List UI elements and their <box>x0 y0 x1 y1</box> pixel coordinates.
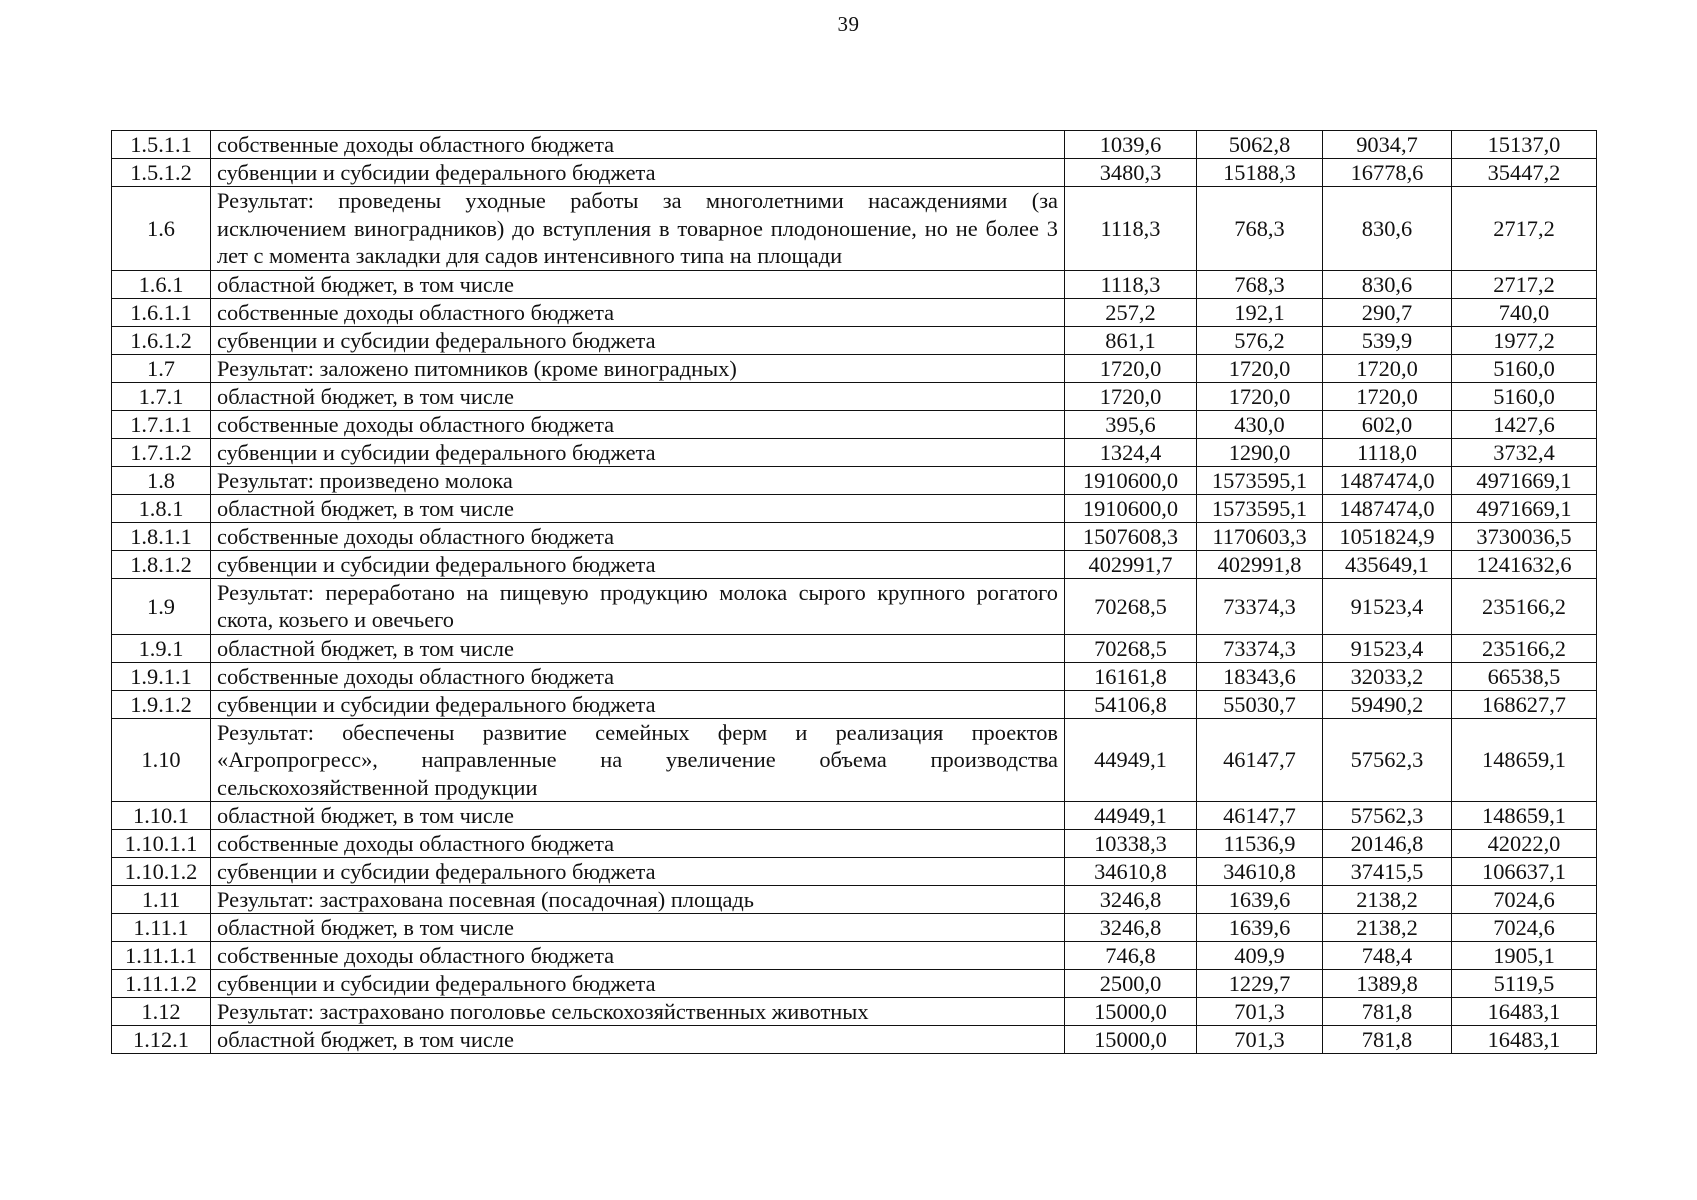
table-row <box>112 942 1597 970</box>
row-value-cell: 781,8 <box>1323 1026 1452 1054</box>
table-row <box>112 466 1597 494</box>
row-value-cell: 16161,8 <box>1065 662 1197 690</box>
row-description-cell: субвенции и субсидии федерального бюджета <box>211 858 1065 886</box>
row-description-cell: собственные доходы областного бюджета <box>211 131 1065 159</box>
row-code-cell: 1.11 <box>112 886 211 914</box>
row-value-cell: 192,1 <box>1197 298 1323 326</box>
table-row <box>112 858 1597 886</box>
table-row <box>112 522 1597 550</box>
row-value-cell: 781,8 <box>1323 998 1452 1026</box>
row-value-cell: 1573595,1 <box>1197 466 1323 494</box>
row-value-cell: 701,3 <box>1197 998 1323 1026</box>
row-value-cell: 1487474,0 <box>1323 494 1452 522</box>
row-value-cell: 257,2 <box>1065 298 1197 326</box>
row-code-cell: 1.10.1.2 <box>112 858 211 886</box>
row-value-cell: 70268,5 <box>1065 578 1197 634</box>
row-value-cell: 32033,2 <box>1323 662 1452 690</box>
row-description-cell: Результат: проведены уходные работы за многолетними насаждениями (за исключением виноградников) до вступления в товарное плодоношение, но не более 3 лет с момента закладки для садов интенсивного типа на площади <box>211 187 1065 271</box>
row-value-cell: 1977,2 <box>1452 326 1597 354</box>
row-value-cell: 106637,1 <box>1452 858 1597 886</box>
row-value-cell: 3732,4 <box>1452 438 1597 466</box>
row-value-cell: 42022,0 <box>1452 830 1597 858</box>
row-value-cell: 1639,6 <box>1197 914 1323 942</box>
table-row <box>112 159 1597 187</box>
row-value-cell: 1324,4 <box>1065 438 1197 466</box>
row-description-cell: собственные доходы областного бюджета <box>211 830 1065 858</box>
row-value-cell: 4971669,1 <box>1452 494 1597 522</box>
table-row <box>112 382 1597 410</box>
row-description-cell: субвенции и субсидии федерального бюджета <box>211 550 1065 578</box>
table-row <box>112 662 1597 690</box>
row-value-cell: 5119,5 <box>1452 970 1597 998</box>
row-code-cell: 1.9.1.1 <box>112 662 211 690</box>
row-code-cell: 1.10.1.1 <box>112 830 211 858</box>
row-value-cell: 16483,1 <box>1452 998 1597 1026</box>
table-row <box>112 354 1597 382</box>
row-value-cell: 861,1 <box>1065 326 1197 354</box>
row-description-cell: собственные доходы областного бюджета <box>211 410 1065 438</box>
budget-table-body <box>112 131 1597 1054</box>
row-value-cell: 1118,0 <box>1323 438 1452 466</box>
row-value-cell: 402991,8 <box>1197 550 1323 578</box>
row-value-cell: 1241632,6 <box>1452 550 1597 578</box>
row-value-cell: 11536,9 <box>1197 830 1323 858</box>
row-code-cell: 1.7 <box>112 354 211 382</box>
row-value-cell: 7024,6 <box>1452 914 1597 942</box>
row-value-cell: 1910600,0 <box>1065 494 1197 522</box>
row-value-cell: 59490,2 <box>1323 690 1452 718</box>
row-value-cell: 2717,2 <box>1452 270 1597 298</box>
row-value-cell: 235166,2 <box>1452 578 1597 634</box>
table-row <box>112 187 1597 271</box>
table-row <box>112 634 1597 662</box>
row-value-cell: 1170603,3 <box>1197 522 1323 550</box>
row-value-cell: 435649,1 <box>1323 550 1452 578</box>
row-value-cell: 3480,3 <box>1065 159 1197 187</box>
row-value-cell: 2500,0 <box>1065 970 1197 998</box>
row-value-cell: 1118,3 <box>1065 270 1197 298</box>
row-value-cell: 1487474,0 <box>1323 466 1452 494</box>
row-value-cell: 1229,7 <box>1197 970 1323 998</box>
table-row <box>112 970 1597 998</box>
row-value-cell: 148659,1 <box>1452 802 1597 830</box>
row-value-cell: 7024,6 <box>1452 886 1597 914</box>
row-value-cell: 44949,1 <box>1065 802 1197 830</box>
row-value-cell: 1290,0 <box>1197 438 1323 466</box>
row-value-cell: 66538,5 <box>1452 662 1597 690</box>
table-row <box>112 998 1597 1026</box>
budget-table <box>111 130 1597 1054</box>
row-value-cell: 1720,0 <box>1065 354 1197 382</box>
row-value-cell: 5160,0 <box>1452 354 1597 382</box>
row-value-cell: 34610,8 <box>1197 858 1323 886</box>
row-description-cell: областной бюджет, в том числе <box>211 802 1065 830</box>
row-description-cell: областной бюджет, в том числе <box>211 270 1065 298</box>
row-value-cell: 44949,1 <box>1065 718 1197 802</box>
row-value-cell: 1051824,9 <box>1323 522 1452 550</box>
row-value-cell: 430,0 <box>1197 410 1323 438</box>
row-description-cell: субвенции и субсидии федерального бюджета <box>211 326 1065 354</box>
row-code-cell: 1.8.1.2 <box>112 550 211 578</box>
table-row <box>112 914 1597 942</box>
table-row <box>112 690 1597 718</box>
row-value-cell: 290,7 <box>1323 298 1452 326</box>
table-row <box>112 131 1597 159</box>
row-value-cell: 768,3 <box>1197 187 1323 271</box>
row-code-cell: 1.6.1.2 <box>112 326 211 354</box>
row-value-cell: 2138,2 <box>1323 886 1452 914</box>
row-description-cell: собственные доходы областного бюджета <box>211 662 1065 690</box>
row-value-cell: 395,6 <box>1065 410 1197 438</box>
row-value-cell: 73374,3 <box>1197 634 1323 662</box>
row-code-cell: 1.9 <box>112 578 211 634</box>
row-value-cell: 10338,3 <box>1065 830 1197 858</box>
row-value-cell: 73374,3 <box>1197 578 1323 634</box>
row-value-cell: 539,9 <box>1323 326 1452 354</box>
row-code-cell: 1.8.1 <box>112 494 211 522</box>
row-value-cell: 148659,1 <box>1452 718 1597 802</box>
table-row <box>112 494 1597 522</box>
row-value-cell: 701,3 <box>1197 1026 1323 1054</box>
row-value-cell: 168627,7 <box>1452 690 1597 718</box>
row-value-cell: 1427,6 <box>1452 410 1597 438</box>
row-value-cell: 1507608,3 <box>1065 522 1197 550</box>
row-value-cell: 20146,8 <box>1323 830 1452 858</box>
row-value-cell: 1573595,1 <box>1197 494 1323 522</box>
row-value-cell: 830,6 <box>1323 270 1452 298</box>
row-code-cell: 1.10 <box>112 718 211 802</box>
row-description-cell: субвенции и субсидии федерального бюджета <box>211 438 1065 466</box>
row-value-cell: 5160,0 <box>1452 382 1597 410</box>
row-value-cell: 748,4 <box>1323 942 1452 970</box>
row-description-cell: областной бюджет, в том числе <box>211 634 1065 662</box>
row-description-cell: Результат: переработано на пищевую продукцию молока сырого крупного рогатого скота, козьего и овечьего <box>211 578 1065 634</box>
table-row <box>112 802 1597 830</box>
table-row <box>112 886 1597 914</box>
table-row <box>112 270 1597 298</box>
row-code-cell: 1.12.1 <box>112 1026 211 1054</box>
row-code-cell: 1.9.1.2 <box>112 690 211 718</box>
row-value-cell: 37415,5 <box>1323 858 1452 886</box>
row-code-cell: 1.5.1.1 <box>112 131 211 159</box>
row-value-cell: 1389,8 <box>1323 970 1452 998</box>
row-value-cell: 15188,3 <box>1197 159 1323 187</box>
row-value-cell: 57562,3 <box>1323 718 1452 802</box>
row-code-cell: 1.11.1.1 <box>112 942 211 970</box>
row-value-cell: 1720,0 <box>1323 354 1452 382</box>
row-code-cell: 1.7.1.2 <box>112 438 211 466</box>
row-value-cell: 402991,7 <box>1065 550 1197 578</box>
row-value-cell: 46147,7 <box>1197 718 1323 802</box>
row-value-cell: 2138,2 <box>1323 914 1452 942</box>
row-value-cell: 3246,8 <box>1065 886 1197 914</box>
row-value-cell: 91523,4 <box>1323 578 1452 634</box>
row-value-cell: 740,0 <box>1452 298 1597 326</box>
row-value-cell: 1720,0 <box>1197 354 1323 382</box>
table-row <box>112 578 1597 634</box>
row-description-cell: собственные доходы областного бюджета <box>211 298 1065 326</box>
row-value-cell: 1039,6 <box>1065 131 1197 159</box>
row-code-cell: 1.7.1 <box>112 382 211 410</box>
row-value-cell: 54106,8 <box>1065 690 1197 718</box>
row-description-cell: областной бюджет, в том числе <box>211 494 1065 522</box>
row-value-cell: 1639,6 <box>1197 886 1323 914</box>
row-description-cell: областной бюджет, в том числе <box>211 1026 1065 1054</box>
row-value-cell: 57562,3 <box>1323 802 1452 830</box>
row-value-cell: 5062,8 <box>1197 131 1323 159</box>
table-row <box>112 550 1597 578</box>
row-code-cell: 1.7.1.1 <box>112 410 211 438</box>
row-description-cell: субвенции и субсидии федерального бюджета <box>211 690 1065 718</box>
row-value-cell: 235166,2 <box>1452 634 1597 662</box>
row-value-cell: 3246,8 <box>1065 914 1197 942</box>
row-description-cell: собственные доходы областного бюджета <box>211 942 1065 970</box>
row-value-cell: 91523,4 <box>1323 634 1452 662</box>
row-description-cell: собственные доходы областного бюджета <box>211 522 1065 550</box>
row-value-cell: 2717,2 <box>1452 187 1597 271</box>
row-value-cell: 1910600,0 <box>1065 466 1197 494</box>
row-value-cell: 768,3 <box>1197 270 1323 298</box>
row-value-cell: 9034,7 <box>1323 131 1452 159</box>
row-value-cell: 16778,6 <box>1323 159 1452 187</box>
row-value-cell: 1905,1 <box>1452 942 1597 970</box>
row-code-cell: 1.12 <box>112 998 211 1026</box>
table-row <box>112 1026 1597 1054</box>
row-code-cell: 1.6 <box>112 187 211 271</box>
row-description-cell: Результат: застрахована посевная (посадочная) площадь <box>211 886 1065 914</box>
table-row <box>112 438 1597 466</box>
row-description-cell: Результат: произведено молока <box>211 466 1065 494</box>
table-row <box>112 830 1597 858</box>
row-description-cell: субвенции и субсидии федерального бюджета <box>211 970 1065 998</box>
row-value-cell: 1720,0 <box>1323 382 1452 410</box>
row-description-cell: Результат: заложено питомников (кроме виноградных) <box>211 354 1065 382</box>
row-value-cell: 3730036,5 <box>1452 522 1597 550</box>
row-description-cell: областной бюджет, в том числе <box>211 914 1065 942</box>
row-code-cell: 1.6.1.1 <box>112 298 211 326</box>
row-code-cell: 1.8 <box>112 466 211 494</box>
row-value-cell: 1720,0 <box>1197 382 1323 410</box>
row-value-cell: 409,9 <box>1197 942 1323 970</box>
row-value-cell: 34610,8 <box>1065 858 1197 886</box>
row-value-cell: 16483,1 <box>1452 1026 1597 1054</box>
table-row <box>112 410 1597 438</box>
row-code-cell: 1.5.1.2 <box>112 159 211 187</box>
row-value-cell: 1118,3 <box>1065 187 1197 271</box>
row-value-cell: 15000,0 <box>1065 998 1197 1026</box>
row-description-cell: областной бюджет, в том числе <box>211 382 1065 410</box>
table-row <box>112 718 1597 802</box>
row-value-cell: 35447,2 <box>1452 159 1597 187</box>
table-row <box>112 298 1597 326</box>
row-description-cell: Результат: обеспечены развитие семейных ферм и реализация проектов «Агропрогресс», направленные на увеличение объема производства сельскохозяйственной продукции <box>211 718 1065 802</box>
row-code-cell: 1.8.1.1 <box>112 522 211 550</box>
row-value-cell: 576,2 <box>1197 326 1323 354</box>
row-value-cell: 70268,5 <box>1065 634 1197 662</box>
row-description-cell: субвенции и субсидии федерального бюджета <box>211 159 1065 187</box>
row-code-cell: 1.11.1.2 <box>112 970 211 998</box>
row-code-cell: 1.6.1 <box>112 270 211 298</box>
row-value-cell: 46147,7 <box>1197 802 1323 830</box>
row-code-cell: 1.9.1 <box>112 634 211 662</box>
row-value-cell: 55030,7 <box>1197 690 1323 718</box>
row-code-cell: 1.10.1 <box>112 802 211 830</box>
row-value-cell: 1720,0 <box>1065 382 1197 410</box>
row-value-cell: 15137,0 <box>1452 131 1597 159</box>
row-value-cell: 602,0 <box>1323 410 1452 438</box>
row-value-cell: 830,6 <box>1323 187 1452 271</box>
table-row <box>112 326 1597 354</box>
page-number: 39 <box>837 12 860 36</box>
row-value-cell: 746,8 <box>1065 942 1197 970</box>
row-value-cell: 15000,0 <box>1065 1026 1197 1054</box>
row-code-cell: 1.11.1 <box>112 914 211 942</box>
row-value-cell: 4971669,1 <box>1452 466 1597 494</box>
row-value-cell: 18343,6 <box>1197 662 1323 690</box>
row-description-cell: Результат: застраховано поголовье сельскохозяйственных животных <box>211 998 1065 1026</box>
